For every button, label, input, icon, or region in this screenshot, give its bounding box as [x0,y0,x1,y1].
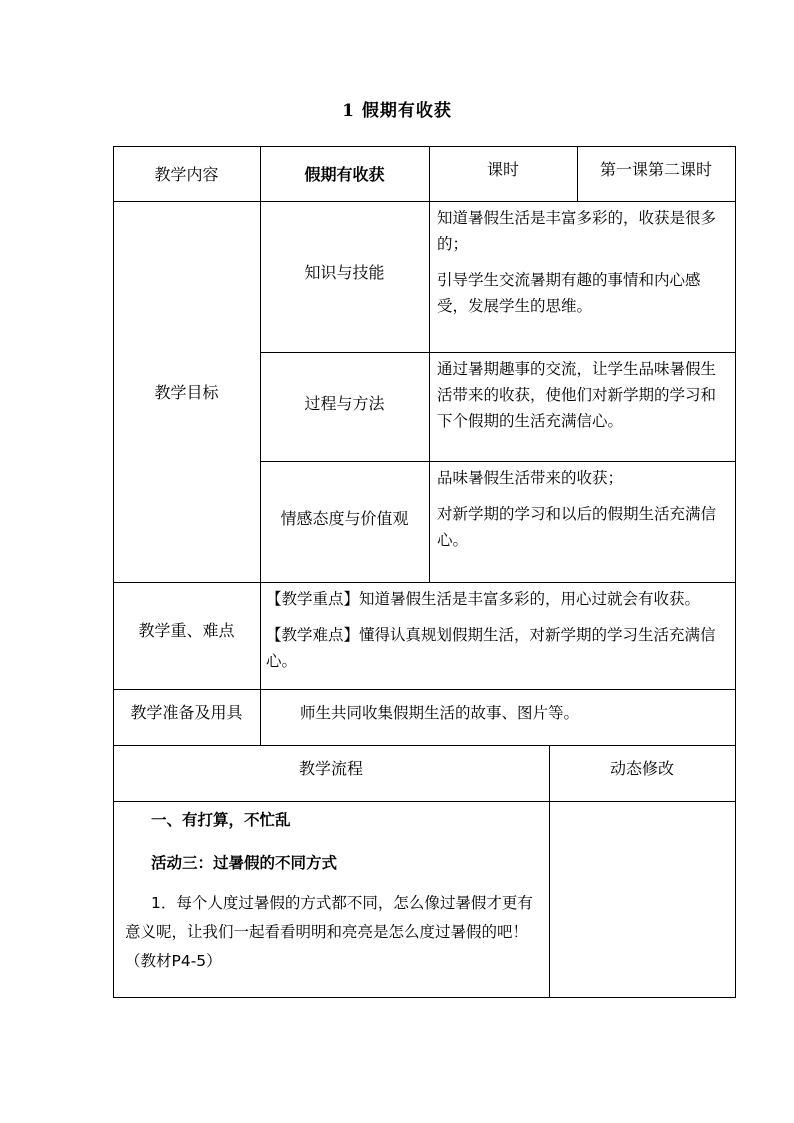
revise-cell [549,801,735,997]
focus-text: 知道暑假生活是丰富多彩的，用心过就会有收获。 [359,590,701,608]
period-value: 第一课第二课时 [599,159,712,179]
emotion-label: 情感态度与价值观 [280,508,409,528]
knowledge-text [429,201,735,352]
flow-item-1: 1．每个人度过暑假的方式都不同，怎么像过暑假才更有意义呢，让我们一起看看明明和亮亮是怎么度过暑假的吧！ [125,894,533,941]
flow-content [113,801,549,997]
difficulty-text: 懂得认真规划假期生活，对新学期的学习生活充满信心。 [266,626,716,670]
process-line-1: 通过暑期趣事的交流，让学生品味暑假生活带来的收获，使他们对新学期的学习和下个假期的生活充满信心。 [437,360,717,430]
objectives-label: 教学目标 [154,383,219,402]
difficulty-tag: 【教学难点】 [266,626,360,644]
revise-label: 动态修改 [609,758,674,778]
knowledge-label: 知识与技能 [304,262,385,282]
prep-label: 教学准备及用具 [130,702,243,722]
prep-value: 师生共同收集假期生活的故事、图片等。 [300,704,580,722]
period-label: 课时 [486,159,519,179]
process-text [429,352,735,461]
flow-ref: （教材P4-5） [125,952,222,970]
content-label: 教学内容 [154,165,219,184]
content-value: 假期有收获 [304,165,385,184]
flow-label: 教学流程 [298,758,363,778]
flow-activity: 活动三：过暑假的不同方式 [151,853,338,872]
emotion-text [429,461,735,582]
flow-section-1: 一、有打算，不忙乱 [151,810,291,829]
emotion-line-1: 品味暑假生活带来的收获； [437,469,624,487]
emotion-line-2: 对新学期的学习和以后的假期生活充满信心。 [437,505,717,549]
keypoints-text [260,582,735,689]
knowledge-line-1: 知道暑假生活是丰富多彩的，收获是很多的； [437,209,717,253]
process-label: 过程与方法 [304,393,385,413]
knowledge-line-2: 引导学生交流暑期有趣的事情和内心感受，发展学生的思维。 [437,271,701,315]
page-title: 1 假期有收获 [342,101,452,121]
keypoints-label: 教学重、难点 [138,621,235,640]
focus-tag: 【教学重点】 [266,590,360,608]
